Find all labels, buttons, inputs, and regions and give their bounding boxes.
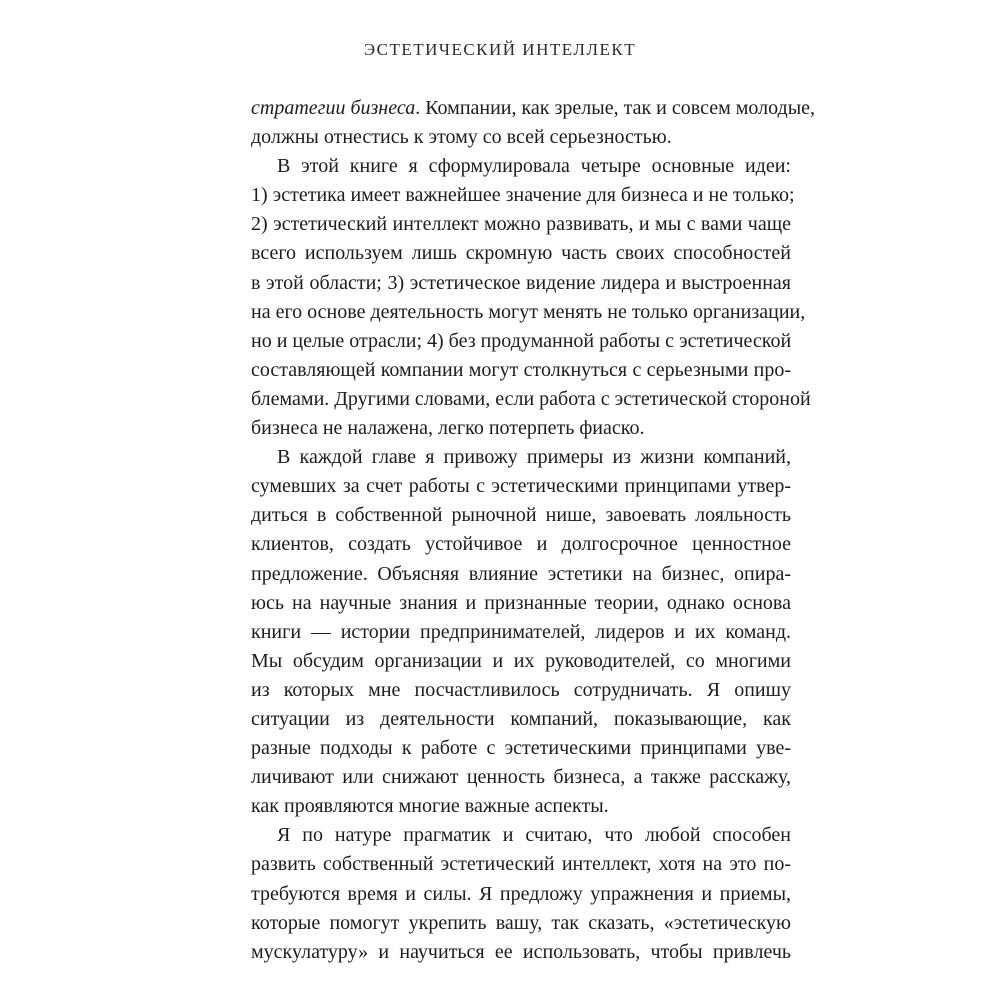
italic-phrase: стратегии бизнеса	[251, 97, 416, 119]
text-line: Мы обсудим организации и их руководителей, со многими	[251, 649, 791, 672]
text-run: . Компании, как зрелые, так и совсем молодые,	[415, 97, 816, 119]
text-line: 2) эстетический интеллект можно развивать, и мы с вами чаще	[251, 213, 791, 236]
text-line: 1) эстетика имеет важнейшее значение для бизнеса и не только;	[251, 184, 795, 207]
text-line: но и целые отрасли; 4) без продуманной работы с эстетической	[251, 329, 792, 352]
text-line: составляющей компании могут столкнуться с серьезными про-	[251, 358, 791, 381]
text-line: должны отнестись к этому со всей серьезностью.	[251, 126, 672, 149]
text-line: из которых мне посчастливилось сотрудничать. Я опишу	[251, 678, 791, 701]
paragraph-2	[251, 152, 811, 443]
text-line: предложение. Объясняя влияние эстетики на бизнес, опира-	[251, 562, 791, 585]
text-line: разные подходы к работе с эстетическими принципами уве-	[251, 737, 791, 760]
text-line: В этой книге я сформулировала четыре основные идеи:	[277, 155, 791, 178]
text-line: блемами. Другими словами, если работа с эстетической стороной	[251, 387, 811, 410]
paragraph-3	[251, 443, 791, 821]
running-header: ЭСТЕТИЧЕСКИЙ ИНТЕЛЛЕКТ	[363, 40, 637, 59]
text-line: бизнеса не налажена, легко потерпеть фиаско.	[251, 417, 645, 440]
body-text	[251, 94, 816, 967]
text-line: диться в собственной рыночной нише, завоевать лояльность	[251, 504, 791, 527]
text-line: книги — истории предпринимателей, лидеров и их команд.	[251, 620, 791, 643]
text-line: юсь на научные знания и признанные теории, однако основа	[251, 591, 791, 614]
paragraph-1	[251, 94, 816, 152]
text-line: В каждой главе я привожу примеры из жизни компаний,	[277, 446, 791, 469]
text-line	[251, 94, 816, 123]
text-line: мускулатуру» и научиться ее использовать, чтобы привлечь	[251, 940, 791, 963]
text-line: как проявляются многие важные аспекты.	[251, 795, 609, 818]
text-line: на его основе деятельность могут менять не только организации,	[251, 300, 806, 323]
text-line: клиентов, создать устойчивое и долгосрочное ценностное	[251, 533, 791, 556]
paragraph-4	[251, 821, 791, 966]
text-line: всего используем лишь скромную часть своих способностей	[251, 242, 791, 265]
text-line: которые помогут укрепить вашу, так сказать, «эстетическую	[251, 911, 791, 934]
text-line: Я по натуре прагматик и считаю, что любой способен	[277, 824, 791, 847]
text-line: в этой области; 3) эстетическое видение лидера и выстроенная	[251, 271, 791, 294]
text-line: личивают или снижают ценность бизнеса, а также расскажу,	[251, 766, 791, 789]
text-line: ситуации из деятельности компаний, показывающие, как	[251, 707, 791, 730]
text-line: требуются время и силы. Я предложу упражнения и приемы,	[251, 882, 791, 905]
text-line: развить собственный эстетический интеллект, хотя на это по-	[251, 853, 791, 876]
text-line: сумевших за счет работы с эстетическими принципами утвер-	[251, 475, 791, 498]
